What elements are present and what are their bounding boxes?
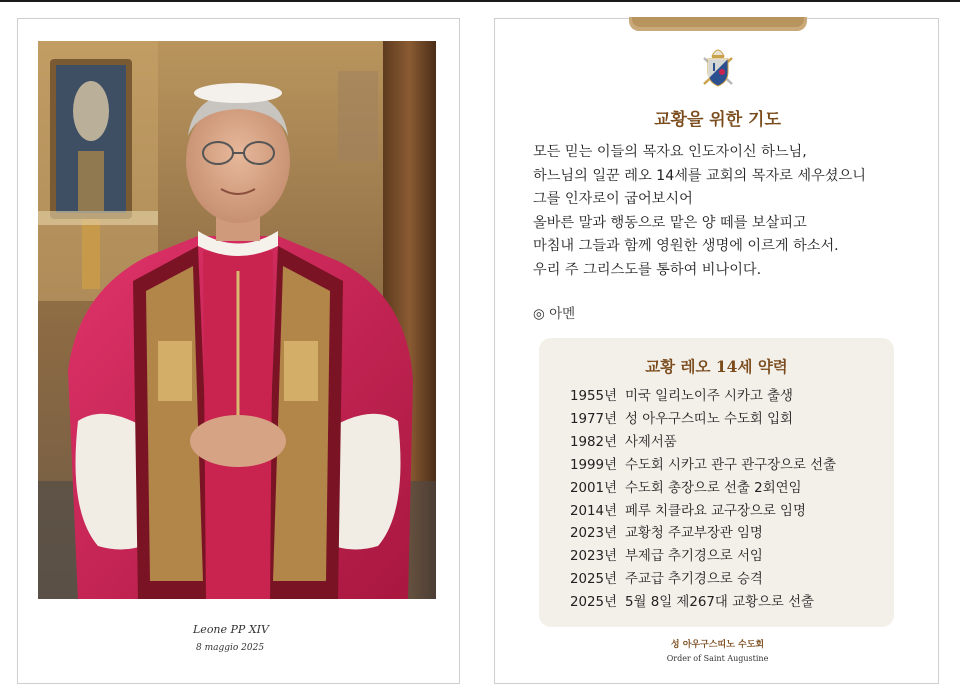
- biography-box: [539, 338, 894, 627]
- biography-event: 수도회 시카고 관구 관구장으로 선출: [625, 457, 837, 473]
- biography-event: 주교급 추기경으로 승격: [625, 572, 763, 588]
- papal-coat-of-arms-icon: [699, 44, 737, 90]
- biography-event: 페루 치클라요 교구장으로 임명: [625, 503, 806, 519]
- biography-entry: [570, 432, 890, 455]
- biography-year: 2023년: [570, 526, 618, 542]
- portrait-illustration: [38, 41, 436, 599]
- amen-response: ◎ 아멘: [533, 306, 576, 322]
- prayer-line: 올바른 말과 행동으로 맡은 양 떼를 보살피고: [533, 214, 807, 231]
- biography-entry: [570, 592, 890, 615]
- biography-entry: [570, 569, 890, 592]
- biography-entry: [570, 455, 890, 478]
- order-name-english: Order of Saint Augustine: [666, 654, 769, 663]
- pope-portrait-photo: [38, 41, 436, 599]
- card-tab-inner: [632, 17, 804, 27]
- biography-event: 성 아우구스띠노 수도회 입회: [625, 411, 793, 427]
- prayer-line: 그를 인자로이 굽어보시어: [533, 191, 693, 208]
- biography-year: 2025년: [570, 572, 618, 588]
- biography-year: 1982년: [570, 434, 618, 450]
- biography-entry: [570, 501, 890, 524]
- biography-event: 교황청 주교부장관 임명: [625, 526, 763, 542]
- prayer-card: [494, 18, 939, 684]
- order-name-korean: 성 아우구스띠노 수도회: [670, 640, 765, 650]
- biography-year: 2001년: [570, 480, 618, 496]
- prayer-line: 우리 주 그리스도를 통하여 비나이다.: [533, 261, 762, 278]
- prayer-text: [533, 141, 933, 283]
- biography-event: 수도회 총장으로 선출 2회연임: [625, 480, 802, 496]
- signature-name: Leone PP XIV: [193, 623, 269, 636]
- order-footer: [495, 639, 940, 665]
- signature-date: 8 maggio 2025: [196, 643, 265, 653]
- portrait-card: [17, 18, 460, 684]
- biography-year: 2023년: [570, 549, 618, 565]
- biography-title: 교황 레오 14세 약력: [645, 357, 788, 376]
- biography-year: 1977년: [570, 411, 618, 427]
- biography-entry: [570, 386, 890, 409]
- prayer-line: 하느님의 일꾼 레오 14세를 교회의 목자로 세우셨으니: [533, 167, 866, 184]
- card-tab: [629, 17, 807, 31]
- prayer-line: 모든 믿는 이들의 목자요 인도자이신 하느님,: [533, 144, 807, 160]
- top-border: [0, 0, 960, 2]
- biography-event: 5월 8일 제267대 교황으로 선출: [625, 595, 814, 611]
- biography-year: 1999년: [570, 457, 618, 473]
- biography-event: 미국 일리노이주 시카고 출생: [625, 389, 793, 404]
- biography-entry: [570, 409, 890, 432]
- biography-year: 2025년: [570, 595, 618, 611]
- biography-entry: [570, 478, 890, 501]
- biography-list: [570, 386, 890, 615]
- biography-event: 사제서품: [625, 434, 677, 450]
- prayer-title: 교황을 위한 기도: [654, 110, 781, 130]
- prayer-line: 마침내 그들과 함께 영원한 생명에 이르게 하소서.: [533, 238, 839, 255]
- biography-entry: [570, 546, 890, 569]
- biography-year: 2014년: [570, 503, 618, 519]
- biography-entry: [570, 523, 890, 546]
- biography-event: 부제급 추기경으로 서임: [625, 549, 763, 565]
- biography-year: 1955년: [570, 389, 618, 404]
